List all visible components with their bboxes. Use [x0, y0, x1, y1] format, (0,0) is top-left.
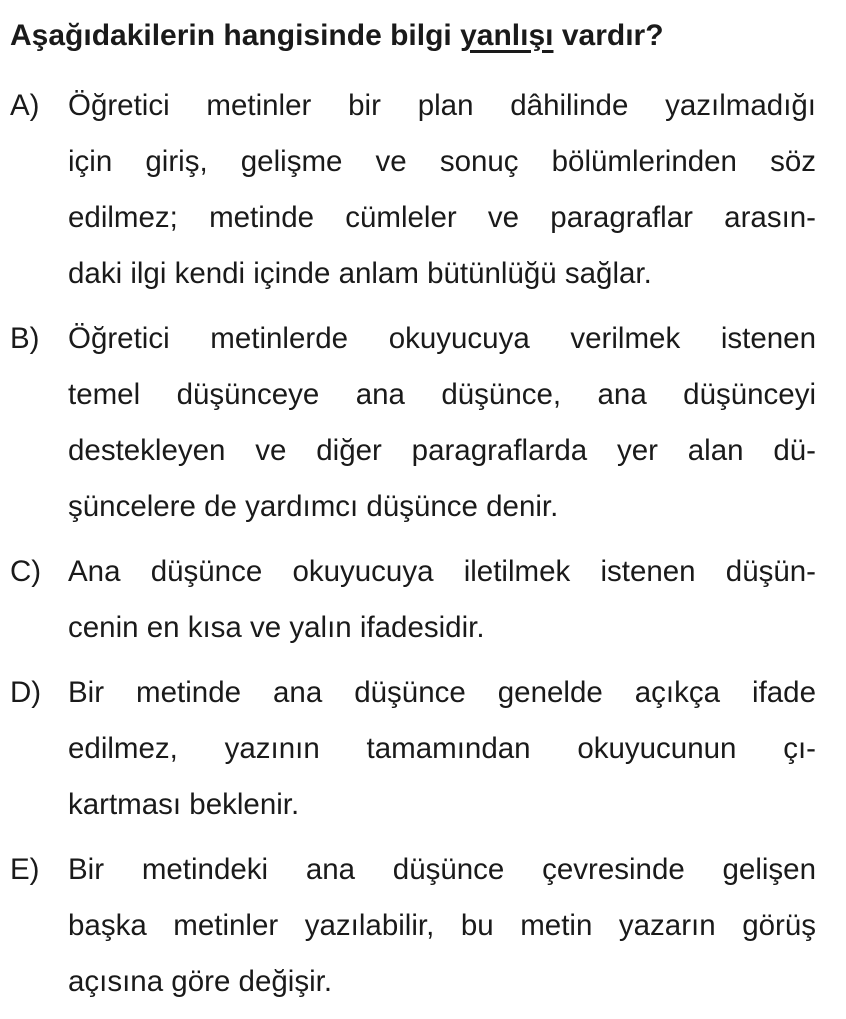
option-text-line: Bir metindeki ana düşünce çevresinde gelişen — [68, 853, 816, 886]
option-text-line: destekleyen ve diğer paragraflarda yer alan dü- — [68, 434, 816, 467]
option-text-line: Öğretici metinlerde okuyucuya verilmek istenen — [68, 322, 816, 355]
option-a[interactable] — [10, 78, 816, 302]
option-text-line: temel düşünceye ana düşünce, ana düşünceyi — [68, 378, 816, 411]
option-letter: C) — [10, 555, 42, 588]
question-suffix: vardır? — [553, 19, 664, 52]
option-text-line: şüncelere de yardımcı düşünce denir. — [68, 490, 559, 523]
option-text-line: Öğretici metinler bir plan dâhilinde yazılmadığı — [68, 89, 816, 122]
option-c[interactable] — [10, 544, 816, 656]
option-text-line: edilmez; metinde cümleler ve paragraflar arasın- — [68, 201, 816, 234]
question-stem — [10, 14, 840, 58]
option-d[interactable] — [10, 665, 816, 833]
option-text-line: daki ilgi kendi içinde anlam bütünlüğü sağlar. — [68, 257, 652, 290]
question-prefix: Aşağıdakilerin hangisinde bilgi — [10, 19, 461, 52]
option-text-line: açısına göre değişir. — [68, 965, 333, 998]
option-b[interactable] — [10, 311, 816, 535]
option-text-line: Bir metinde ana düşünce genelde açıkça ifade — [68, 676, 816, 709]
option-text-line: Ana düşünce okuyucuya iletilmek istenen düşün- — [68, 555, 816, 588]
option-text-line: için giriş, gelişme ve sonuç bölümlerinden söz — [68, 145, 816, 178]
option-e[interactable] — [10, 842, 816, 1010]
option-letter: D) — [10, 676, 42, 709]
option-text-line: kartması beklenir. — [68, 788, 300, 821]
option-letter: B) — [10, 322, 40, 355]
option-letter: E) — [10, 853, 40, 886]
option-text-line: başka metinler yazılabilir, bu metin yazarın görüş — [68, 909, 816, 942]
option-text-line: cenin en kısa ve yalın ifadesidir. — [68, 611, 485, 644]
question-underlined-word: yanlışı — [460, 19, 554, 52]
option-letter: A) — [10, 89, 40, 122]
option-text-line: edilmez, yazının tamamından okuyucunun çı- — [68, 732, 816, 765]
answer-options — [10, 78, 816, 1019]
